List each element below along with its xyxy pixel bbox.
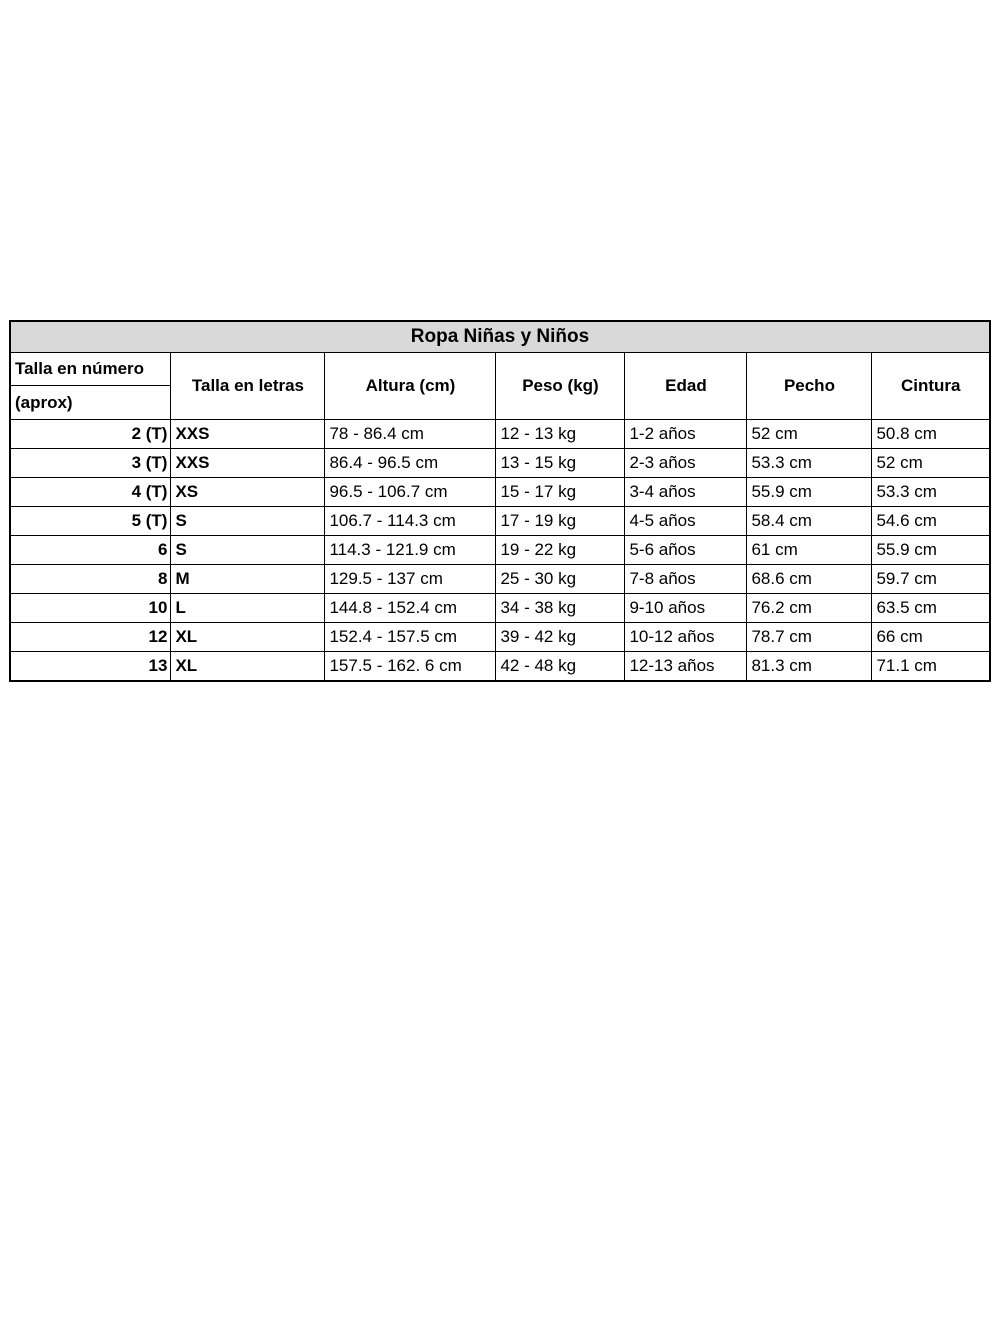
cell-altura: 114.3 - 121.9 cm — [325, 536, 496, 565]
cell-cintura: 59.7 cm — [872, 565, 990, 594]
cell-pecho: 81.3 cm — [747, 652, 872, 682]
cell-edad: 12-13 años — [625, 652, 747, 682]
cell-edad: 7-8 años — [625, 565, 747, 594]
table-row — [10, 594, 990, 623]
cell-edad: 1-2 años — [625, 420, 747, 449]
cell-altura: 152.4 - 157.5 cm — [325, 623, 496, 652]
cell-cintura: 71.1 cm — [872, 652, 990, 682]
cell-pecho: 68.6 cm — [747, 565, 872, 594]
cell-talla-numero: 4 (T) — [10, 478, 171, 507]
cell-pecho: 76.2 cm — [747, 594, 872, 623]
header-talla-numero-line2: (aprox) — [14, 392, 73, 412]
page-background — [0, 320, 1000, 1320]
cell-peso: 17 - 19 kg — [496, 507, 625, 536]
table-row — [10, 623, 990, 652]
cell-peso: 15 - 17 kg — [496, 478, 625, 507]
cell-edad: 2-3 años — [625, 449, 747, 478]
cell-talla-letras: S — [171, 536, 325, 565]
header-pecho: Pecho — [747, 353, 872, 420]
cell-edad: 10-12 años — [625, 623, 747, 652]
cell-cintura: 50.8 cm — [872, 420, 990, 449]
cell-talla-numero: 5 (T) — [10, 507, 171, 536]
cell-altura: 129.5 - 137 cm — [325, 565, 496, 594]
table-row — [10, 420, 990, 449]
cell-peso: 34 - 38 kg — [496, 594, 625, 623]
cell-peso: 39 - 42 kg — [496, 623, 625, 652]
header-edad: Edad — [625, 353, 747, 420]
cell-talla-numero: 13 — [10, 652, 171, 682]
cell-pecho: 78.7 cm — [747, 623, 872, 652]
cell-cintura: 63.5 cm — [872, 594, 990, 623]
cell-edad: 5-6 años — [625, 536, 747, 565]
cell-talla-numero: 8 — [10, 565, 171, 594]
header-cintura: Cintura — [872, 353, 990, 420]
cell-talla-letras: L — [171, 594, 325, 623]
cell-pecho: 53.3 cm — [747, 449, 872, 478]
cell-peso: 19 - 22 kg — [496, 536, 625, 565]
cell-edad: 3-4 años — [625, 478, 747, 507]
header-talla-letras: Talla en letras — [171, 353, 325, 420]
cell-talla-numero: 12 — [10, 623, 171, 652]
cell-pecho: 58.4 cm — [747, 507, 872, 536]
cell-talla-numero: 10 — [10, 594, 171, 623]
cell-talla-letras: XL — [171, 623, 325, 652]
cell-talla-letras: XL — [171, 652, 325, 682]
cell-peso: 13 - 15 kg — [496, 449, 625, 478]
cell-cintura: 55.9 cm — [872, 536, 990, 565]
cell-talla-letras: XXS — [171, 449, 325, 478]
cell-altura: 157.5 - 162. 6 cm — [325, 652, 496, 682]
table-row — [10, 652, 990, 682]
table-row — [10, 507, 990, 536]
cell-altura: 86.4 - 96.5 cm — [325, 449, 496, 478]
cell-pecho: 61 cm — [747, 536, 872, 565]
header-talla-numero-line1: Talla en número — [11, 353, 171, 386]
cell-edad: 4-5 años — [625, 507, 747, 536]
title-row — [10, 321, 990, 353]
table-row — [10, 565, 990, 594]
header-row — [10, 353, 990, 420]
cell-altura: 96.5 - 106.7 cm — [325, 478, 496, 507]
cell-cintura: 52 cm — [872, 449, 990, 478]
cell-peso: 42 - 48 kg — [496, 652, 625, 682]
cell-altura: 106.7 - 114.3 cm — [325, 507, 496, 536]
cell-talla-letras: XXS — [171, 420, 325, 449]
cell-peso: 25 - 30 kg — [496, 565, 625, 594]
header-talla-numero — [10, 353, 171, 420]
cell-cintura: 53.3 cm — [872, 478, 990, 507]
cell-pecho: 55.9 cm — [747, 478, 872, 507]
cell-cintura: 66 cm — [872, 623, 990, 652]
cell-talla-numero: 3 (T) — [10, 449, 171, 478]
cell-altura: 144.8 - 152.4 cm — [325, 594, 496, 623]
cell-peso: 12 - 13 kg — [496, 420, 625, 449]
cell-pecho: 52 cm — [747, 420, 872, 449]
table-row — [10, 478, 990, 507]
table-row — [10, 449, 990, 478]
header-peso: Peso (kg) — [496, 353, 625, 420]
cell-talla-numero: 2 (T) — [10, 420, 171, 449]
header-altura: Altura (cm) — [325, 353, 496, 420]
cell-talla-letras: S — [171, 507, 325, 536]
size-chart-table — [9, 320, 991, 682]
cell-talla-letras: XS — [171, 478, 325, 507]
cell-talla-letras: M — [171, 565, 325, 594]
cell-cintura: 54.6 cm — [872, 507, 990, 536]
cell-edad: 9-10 años — [625, 594, 747, 623]
table-row — [10, 536, 990, 565]
table-title: Ropa Niñas y Niños — [10, 321, 990, 353]
cell-altura: 78 - 86.4 cm — [325, 420, 496, 449]
cell-talla-numero: 6 — [10, 536, 171, 565]
